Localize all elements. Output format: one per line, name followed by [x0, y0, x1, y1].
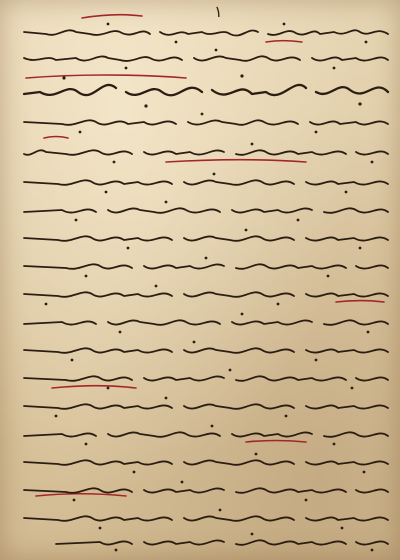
text-line-11: [24, 313, 388, 334]
red-overline: [36, 494, 126, 496]
text-line-4: [24, 113, 388, 134]
red-overline: [336, 301, 384, 303]
text-line-14: [24, 397, 388, 418]
red-overline: [26, 75, 186, 78]
handwritten-text-block: [16, 12, 392, 552]
text-line-1: [24, 23, 388, 44]
text-line-12: [24, 341, 388, 362]
text-line-9: [24, 257, 388, 278]
text-line-18: [24, 509, 388, 530]
text-line-19: [56, 533, 388, 552]
text-line-8: [24, 229, 388, 250]
text-line-6: [24, 173, 388, 194]
text-line-15: [24, 425, 388, 446]
text-line-7: [24, 201, 388, 222]
handwritten-lines: [16, 12, 392, 552]
text-line-2: [24, 49, 388, 70]
red-overline: [266, 41, 302, 43]
text-line-3: [24, 74, 388, 107]
red-overline: [166, 160, 306, 162]
text-line-10: [24, 285, 388, 306]
text-line-16: [24, 453, 388, 474]
red-overline: [44, 137, 68, 139]
text-line-17: [24, 481, 388, 502]
page-number: ١: [214, 2, 223, 21]
red-overline: [246, 441, 306, 443]
red-overline: [52, 386, 136, 388]
red-overline: [82, 15, 142, 18]
